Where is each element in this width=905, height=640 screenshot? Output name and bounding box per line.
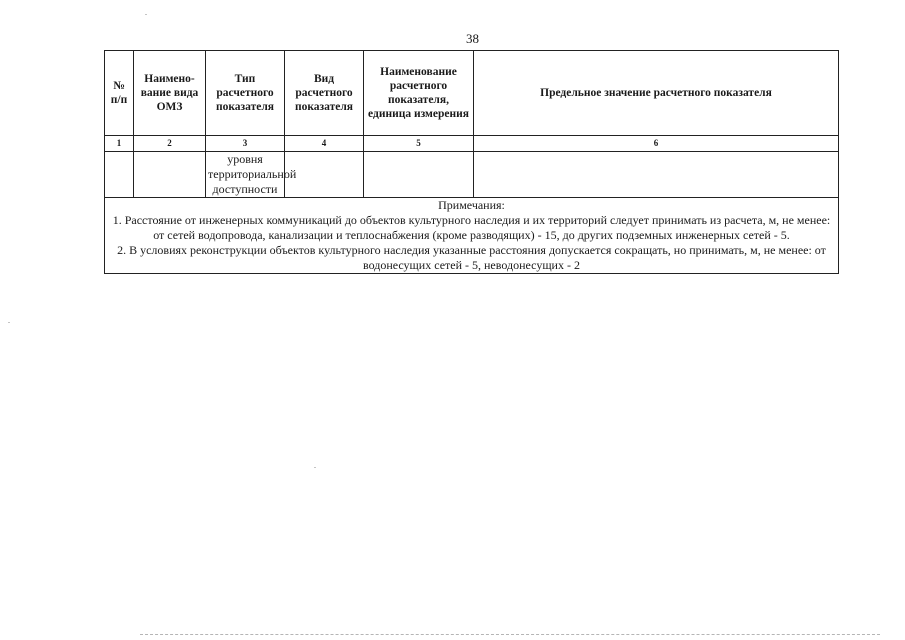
standards-table — [104, 50, 839, 274]
table-cell — [474, 152, 839, 198]
scan-speck — [145, 14, 147, 15]
header-indicator-type: Тип расчетного показателя — [206, 51, 285, 136]
table-cell — [105, 152, 134, 198]
table-cell: уровня территориальной доступности — [206, 152, 285, 198]
note-item: 2. В условиях реконструкции объектов культурного наследия указанные расстояния допускается сокращать, но принимать, м, не менее: от водонесущих сетей - 5, неводонесущих - 2 — [117, 243, 826, 272]
column-number: 6 — [474, 136, 839, 152]
table-cell — [285, 152, 364, 198]
header-omz-type: Наимено-вание вида ОМЗ — [134, 51, 206, 136]
scan-speck — [314, 467, 316, 468]
notes-cell — [105, 198, 839, 274]
notes-row — [105, 198, 839, 274]
header-number: № п/п — [105, 51, 134, 136]
table-cell — [134, 152, 206, 198]
page-number: 38 — [466, 31, 479, 46]
header-row — [105, 51, 839, 136]
column-number: 3 — [206, 136, 285, 152]
notes-title: Примечания: — [438, 198, 505, 212]
table-cell — [364, 152, 474, 198]
scan-edge-line — [140, 634, 880, 635]
column-number: 2 — [134, 136, 206, 152]
column-number: 1 — [105, 136, 134, 152]
column-number: 4 — [285, 136, 364, 152]
column-number-row — [105, 136, 839, 152]
header-limit-value: Предельное значение расчетного показателя — [474, 51, 839, 136]
column-number: 5 — [364, 136, 474, 152]
header-indicator-name-unit: Наименование расчетного показателя, единица измерения — [364, 51, 474, 136]
scan-speck — [8, 322, 10, 323]
header-indicator-kind: Вид расчетного показателя — [285, 51, 364, 136]
table-row — [105, 152, 839, 198]
note-item: 1. Расстояние от инженерных коммуникаций до объектов культурного наследия и их территорий следует принимать из расчета, м, не менее: от сетей водопровода, канализации и теплоснабжения (кроме разводящих) - 15, до других подземных инженерных сетей - 5. — [112, 213, 831, 242]
